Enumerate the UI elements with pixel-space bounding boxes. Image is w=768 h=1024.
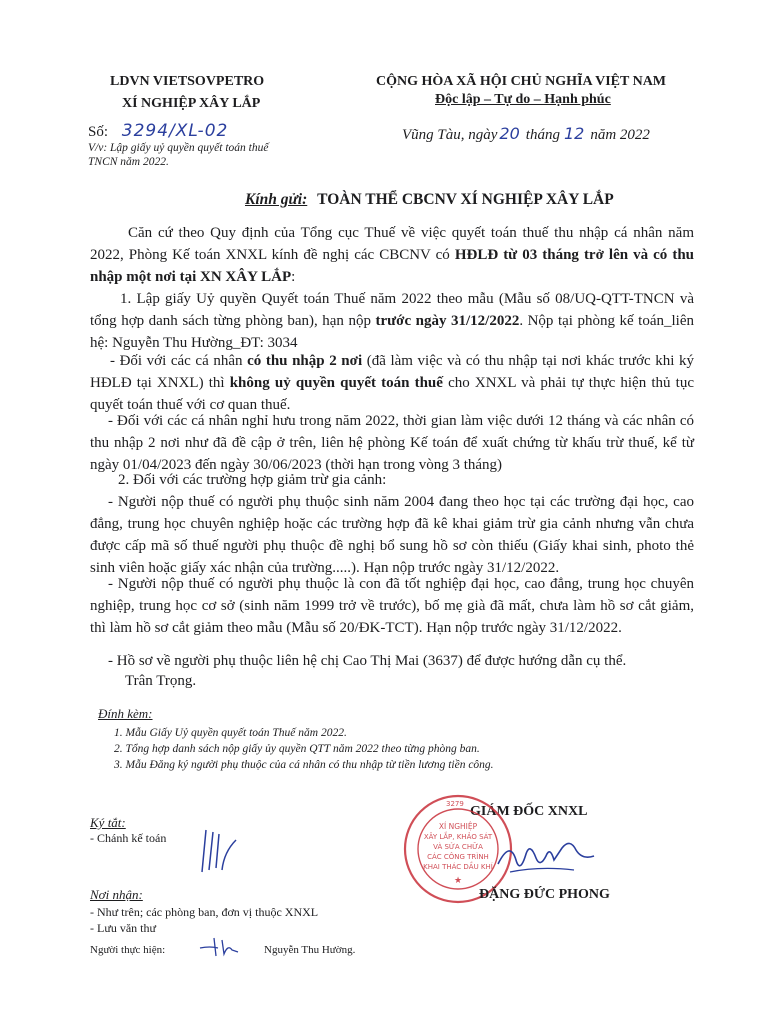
intro-paragraph xyxy=(90,222,694,288)
org-name: LDVN VIETSOVPETRO xyxy=(110,74,265,89)
performer-label: Người thực hiện: xyxy=(90,944,166,956)
month-label: tháng xyxy=(525,127,560,143)
bullet-1-text-c: (đã làm việc và có thu nhập tại nơi khác trước khi ký HĐLĐ tại XNXL) thì xyxy=(90,353,694,391)
bullet-1-bold-b: không uỷ quyền quyết toán thuế xyxy=(229,375,443,391)
stamp-line: XÂY LẮP, KHẢO SÁT xyxy=(423,833,493,841)
ky-tat-label: Ký tắt: xyxy=(90,815,126,830)
intro-text-bold: HĐLĐ từ 03 tháng trở lên và có thu nhập một nơi tại XN XÂY LẮP xyxy=(90,247,695,285)
ky-tat-item: - Chánh kế toán xyxy=(90,831,167,845)
noi-nhan-label: Nơi nhận: xyxy=(90,887,143,902)
stamp-line: KHAI THÁC DẦU KHÍ xyxy=(423,863,493,871)
stamp-line: VÀ SỬA CHỮA xyxy=(433,843,483,851)
date-month: 12 xyxy=(563,124,585,143)
attachment-item: 3. Mẫu Đăng ký người phụ thuộc của cá nhân có thu nhập từ tiền lương tiền công. xyxy=(114,759,494,771)
attachment-item: 1. Mẫu Giấy Uỷ quyền quyết toán Thuế năm 2022. xyxy=(114,727,347,739)
date-day: 20 xyxy=(499,124,520,143)
intro-text-c: : xyxy=(291,269,296,285)
noi-nhan-list xyxy=(90,904,318,936)
org-unit: XÍ NGHIỆP XÂY LẮP xyxy=(122,96,261,111)
noi-nhan-item: - Lưu văn thư xyxy=(90,921,156,935)
bullet-two-incomes xyxy=(90,350,694,416)
item-1-deadline: trước ngày 31/12/2022 xyxy=(375,313,520,329)
performer-signature xyxy=(198,934,244,958)
director-name: ĐẶNG ĐỨC PHONG xyxy=(479,887,610,902)
initials-signature xyxy=(196,822,246,882)
document-number xyxy=(88,121,228,141)
bullet-1-bold-a: có thu nhập 2 nơi xyxy=(247,353,363,369)
item-1-text-c: . Nộp tại phòng kế toán_liên hệ: Nguyễn Thu Hường_ĐT: 3034 xyxy=(90,313,694,351)
bullet-dependents-2004: - Người nộp thuế có người phụ thuộc sinh năm 2004 đang theo học tại các trường đại học, cao đẳng, trung học chuyên nghiệp hoặc các trường hợp đã kê khai giảm trừ gia cảnh nhưng vẫn chưa được cấp mã số thuế người phụ thuộc đề nghị bổ sung hồ sơ còn thiếu (Giấy khai sinh, photo thẻ sinh viên hoặc giấy xác nhận của trường.....). Hạn nộp trước ngày 31/12/2022. xyxy=(90,494,694,576)
noi-nhan-item: - Như trên; các phòng ban, đơn vị thuộc XNXL xyxy=(90,905,319,919)
salutation xyxy=(245,191,614,209)
stamp-ring-number: 3279 xyxy=(446,800,464,808)
director-title: GIÁM ĐỐC XNXL xyxy=(470,804,588,819)
bullet-dependents-graduated: - Người nộp thuế có người phụ thuộc là con đã tốt nghiệp đại học, cao đẳng, trung học chuyên nghiệp, trung học cơ sở (sinh năm 1999 trở về trước), bố mẹ già đã mất, chưa làm hồ sơ cắt giảm, thì làm hồ sơ cắt giảm theo mẫu (Mẫu số 20/ĐK-TCT). Hạn nộp trước ngày 31/12/2022. xyxy=(90,576,694,636)
salutation-label: Kính gửi: xyxy=(245,191,308,208)
attachments xyxy=(98,706,494,773)
salutation-recipient: TOÀN THỂ CBCNV XÍ NGHIỆP XÂY LẮP xyxy=(317,191,614,208)
stamp-star-icon: ★ xyxy=(453,875,463,885)
stamp-line: CÁC CÔNG TRÌNH xyxy=(427,853,489,861)
subject-line-2: TNCN năm 2022. xyxy=(88,156,169,168)
so-label: Số: xyxy=(88,124,109,140)
attachment-item: 2. Tổng hợp danh sách nộp giấy ủy quyền QTT năm 2022 theo từng phòng ban. xyxy=(114,743,480,755)
bullet-1-text-a: - Đối với các cá nhân xyxy=(110,353,248,369)
subject-line xyxy=(88,141,318,169)
attachments-title: Đính kèm: xyxy=(98,706,153,721)
bullet-contact: - Hồ sơ về người phụ thuộc liên hệ chị Cao Thị Mai (3637) để được hướng dẫn cụ thể. xyxy=(108,653,627,669)
place-date xyxy=(402,124,650,144)
stamp-line: XÍ NGHIỆP xyxy=(438,822,478,831)
so-number: 3294/XL-02 xyxy=(121,121,229,141)
intro-text-a: Căn cứ theo Quy định của Tổng cục Thuế về việc quyết toán thuế thu nhập cá nhân năm 2022, Phòng Kế toán XNXL kính đề nghị các CBCNV có xyxy=(90,225,694,263)
nation-title: CỘNG HÒA XÃ HỘI CHỦ NGHĨA VIỆT NAM xyxy=(376,74,667,89)
item-2: 2. Đối với các trường hợp giảm trừ gia cảnh: xyxy=(118,472,387,488)
item-1 xyxy=(90,288,694,354)
subject-line-1: V/v: Lập giấy uỷ quyền quyết toán thuế xyxy=(88,142,269,154)
closing: Trân Trọng. xyxy=(125,673,197,689)
bullet-1-text-e: cho XNXL và phải tự thực hiện thủ tục quyết toán thuế với cơ quan thuế. xyxy=(90,375,694,413)
nation-motto: Độc lập – Tự do – Hạnh phúc xyxy=(435,92,611,107)
director-signature xyxy=(490,820,600,890)
bullet-retirees: - Đối với các cá nhân nghỉ hưu trong năm 2022, thời gian làm việc dưới 12 tháng và các nhân có thu nhập 2 nơi như đã đề cập ở trên, liên hệ phòng Kế toán để xuất chứng từ khấu trừ thuế, kể từ ngày 01/04/2023 đến ngày 30/06/2023 (thời hạn trong vòng 3 tháng) xyxy=(90,413,694,473)
year-label: năm 2022 xyxy=(590,127,650,143)
item-1-text-a: 1. Lập giấy Uỷ quyền Quyết toán Thuế năm 2022 theo mẫu (Mẫu số 08/UQ-QTT-TNCN và tổng hợp danh sách từng phòng ban), hạn nộp xyxy=(90,291,694,329)
place-prefix: Vũng Tàu, ngày xyxy=(402,127,498,143)
performer-name: Nguyễn Thu Hường. xyxy=(264,944,356,956)
